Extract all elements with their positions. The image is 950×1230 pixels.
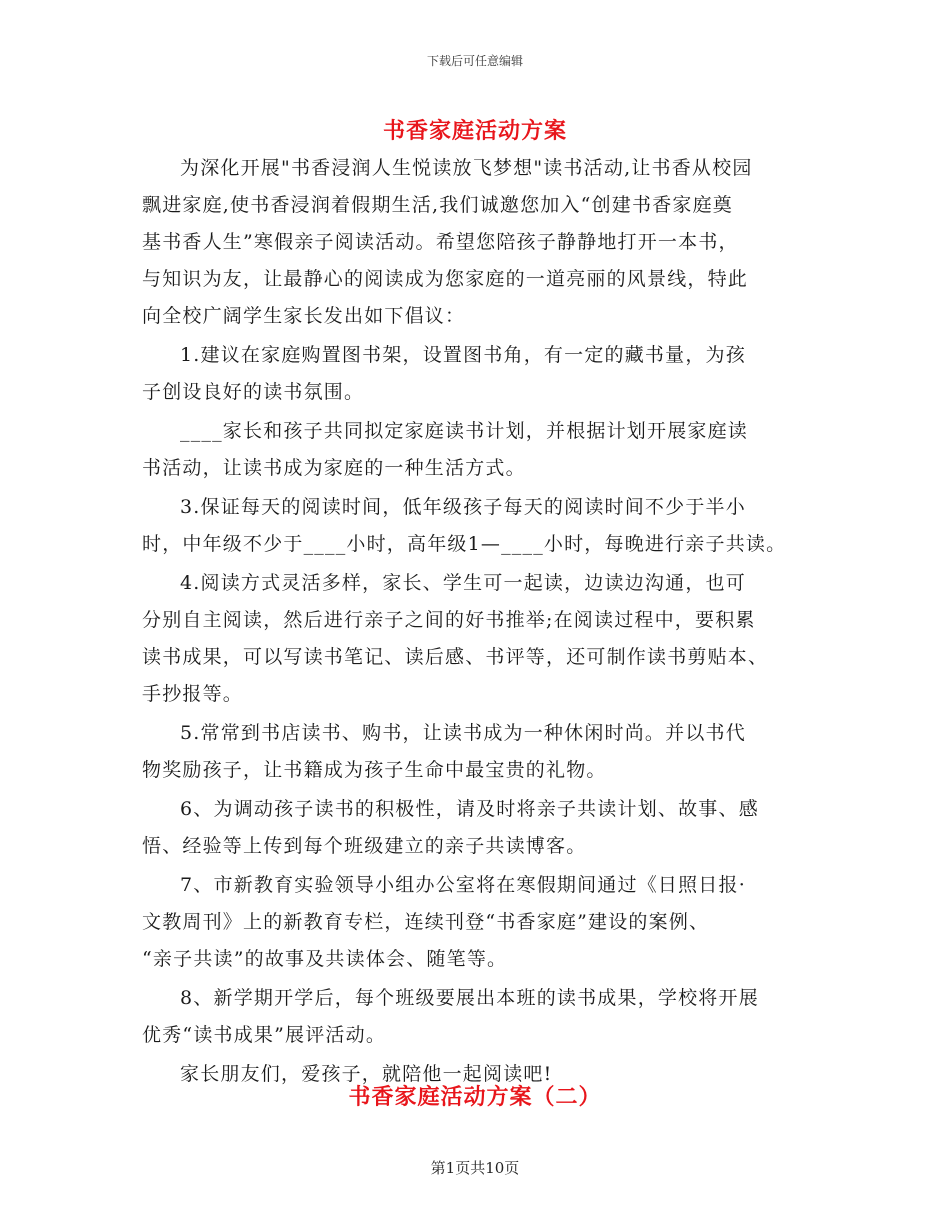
paragraph-item-7: 7、市新教育实验领导小组办公室将在寒假期间通过《日照日报· 文教周刊》上的新教育专栏，连续刊登“书香家庭”建设的案例、 “亲子共读”的故事及共读体会、随笔等。 — [142, 874, 746, 970]
document-title: 书香家庭活动方案 — [382, 119, 567, 144]
paragraph-item-8: 8、新学期开学后，每个班级要展出本班的读书成果，学校将开展 优秀“读书成果”展评活动。 — [142, 987, 759, 1046]
page-header: 下载后可任意编辑 — [426, 54, 523, 68]
section-title-second: 书香家庭活动方案（二） — [348, 1085, 602, 1110]
document-body — [142, 150, 812, 1093]
paragraph-item-2: ____家长和孩子共同拟定家庭读书计划，并根据计划开展家庭读 书活动，让读书成为家庭的一种生活方式。 — [142, 420, 749, 479]
paragraph-item-4: 4.阅读方式灵活多样，家长、学生可一起读，边读边沟通，也可 分别自主阅读，然后进行亲子之间的好书推举;在阅读过程中，要积累 读书成果，可以写读书笔记、读后感、书评等，还可制作读书剪贴本、 手抄报等。 — [142, 572, 769, 705]
paragraph-item-6: 6、为调动孩子读书的积极性，请及时将亲子共读计划、故事、感 悟、经验等上传到每个班级建立的亲子共读博客。 — [142, 798, 759, 857]
page-footer: 第1页共10页 — [430, 1159, 520, 1177]
paragraph-item-1: 1.建议在家庭购置图书架，设置图书角，有一定的藏书量，为孩 子创设良好的读书氛围。 — [142, 344, 746, 403]
paragraph-item-5: 5.常常到书店读书、购书，让读书成为一种休闲时尚。并以书代 物奖励孩子，让书籍成为孩子生命中最宝贵的礼物。 — [142, 722, 746, 781]
paragraph-intro: 为深化开展"书香浸润人生悦读放飞梦想"读书活动,让书香从校园 飘进家庭,使书香浸润着假期生活,我们诚邀您加入“创建书香家庭奠 基书香人生”寒假亲子阅读活动。希望您陪孩子静静地打开一本书， 与知识为友，让最静心的阅读成为您家庭的一道亮丽的风景线，特此 向全校广阔学生家长发出如下倡议： — [142, 157, 753, 327]
paragraph-closing: 家长朋友们，爱孩子，就陪他一起阅读吧! — [180, 1063, 553, 1085]
paragraph-item-3: 3.保证每天的阅读时间，低年级孩子每天的阅读时间不少于半小 时，中年级不少于____小时，高年级1—____小时，每晚进行亲子共读。 — [142, 496, 787, 555]
